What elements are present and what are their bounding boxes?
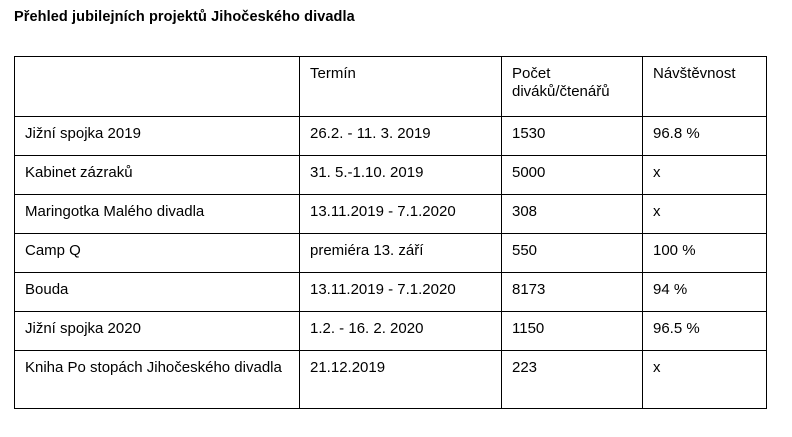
table-row <box>15 234 767 273</box>
cell-attendance: 96.5 % <box>643 312 767 351</box>
header-cell-term: Termín <box>300 57 502 117</box>
cell-audience-count: 308 <box>502 195 643 234</box>
header-cell-audience-count: Počet diváků/čtenářů <box>502 57 643 117</box>
cell-audience-count: 5000 <box>502 156 643 195</box>
table-row <box>15 273 767 312</box>
cell-attendance: 100 % <box>643 234 767 273</box>
cell-term: 26.2. - 11. 3. 2019 <box>300 117 502 156</box>
cell-audience-count: 223 <box>502 351 643 409</box>
cell-attendance: x <box>643 351 767 409</box>
table-row <box>15 351 767 409</box>
cell-term: 1.2. - 16. 2. 2020 <box>300 312 502 351</box>
cell-term: premiéra 13. září <box>300 234 502 273</box>
cell-term: 13.11.2019 - 7.1.2020 <box>300 273 502 312</box>
header-cell-attendance: Návštěvnost <box>643 57 767 117</box>
cell-term: 21.12.2019 <box>300 351 502 409</box>
cell-project: Maringotka Malého divadla <box>15 195 300 234</box>
cell-project: Camp Q <box>15 234 300 273</box>
table-row <box>15 117 767 156</box>
table-row <box>15 312 767 351</box>
table-row <box>15 156 767 195</box>
cell-project: Jižní spojka 2019 <box>15 117 300 156</box>
cell-project: Kabinet zázraků <box>15 156 300 195</box>
cell-term: 13.11.2019 - 7.1.2020 <box>300 195 502 234</box>
header-cell-project <box>15 57 300 117</box>
cell-attendance: x <box>643 195 767 234</box>
cell-audience-count: 550 <box>502 234 643 273</box>
table-row <box>15 195 767 234</box>
table-header-row <box>15 57 767 117</box>
cell-audience-count: 1150 <box>502 312 643 351</box>
cell-project: Jižní spojka 2020 <box>15 312 300 351</box>
cell-attendance: 94 % <box>643 273 767 312</box>
cell-project: Bouda <box>15 273 300 312</box>
cell-audience-count: 1530 <box>502 117 643 156</box>
cell-term: 31. 5.-1.10. 2019 <box>300 156 502 195</box>
cell-project: Kniha Po stopách Jihočeského divadla <box>15 351 300 409</box>
cell-attendance: 96.8 % <box>643 117 767 156</box>
projects-table <box>14 56 767 409</box>
cell-attendance: x <box>643 156 767 195</box>
document-title: Přehled jubilejních projektů Jihočeského divadla <box>14 9 355 25</box>
cell-audience-count: 8173 <box>502 273 643 312</box>
